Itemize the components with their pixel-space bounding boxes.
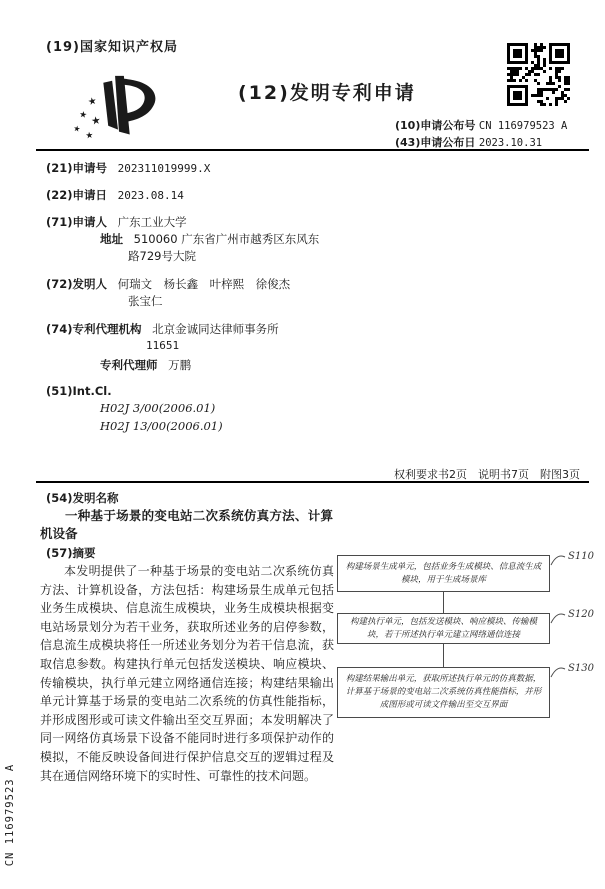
flowchart-step-2-id: S120	[568, 609, 594, 620]
agency-row	[46, 321, 279, 337]
agency-name: 北京金诚同达律师事务所	[152, 322, 279, 336]
agent-name: 万鹏	[168, 358, 192, 372]
int-cl-class2: H02J 13/00(2006.01)	[100, 419, 223, 433]
publication-number-label: (10)申请公布号	[395, 119, 476, 132]
flowchart-step-1-id: S110	[568, 551, 594, 562]
flowchart-step-3: 构建结果输出单元，获取所述执行单元的仿真数据，计算基于场景的变电站二次系统仿真性能指标，并形成图形或可读文件输出至交互界面	[337, 667, 550, 718]
application-date-label: (22)申请日	[46, 188, 108, 202]
publication-number-row	[395, 117, 567, 133]
svg-text:★: ★	[90, 113, 102, 128]
header-divider	[36, 149, 589, 151]
int-cl-label: (51)Int.Cl.	[46, 384, 112, 398]
int-cl-class1: H02J 3/00(2006.01)	[100, 401, 216, 415]
qr-code	[507, 43, 570, 106]
application-date-row	[46, 187, 184, 203]
patent-office-name: (19)国家知识产权局	[46, 40, 178, 55]
publication-date-value: 2023.10.31	[478, 137, 543, 149]
svg-text:★: ★	[85, 130, 94, 142]
publication-date-row	[395, 134, 542, 150]
abstract-flowchart	[330, 548, 602, 733]
application-number-label: (21)申请号	[46, 161, 108, 175]
abstract-text: 本发明提供了一种基于场景的变电站二次系统仿真方法、计算机设备，方法包括：构建场景生成单元包括业务生成模块、信息流生成模块，业务生成模块根据变电站场景划分为若干业务，获取所述业务的启停参数，信息流生成模块将任一所述业务划分为若干信息流，获取信息参数。构建执行单元包括发送模块、响应模块、传输模块，执行单元建立网络通信连接；构建结果输出单元计算基于场景的变电站二次系统的仿真性能指标，并形成图形或可读文件输出至交互界面；本发明解决了同一网络仿真场景下设备不能同时进行多项保护动作的模拟，不能反映设备间进行保护信息交互的逻辑过程及其在通信网络环境下的实时性、可靠性的技术问题。	[40, 564, 334, 783]
applicant-label: (71)申请人	[46, 215, 108, 229]
inventors-label: (72)发明人	[46, 277, 108, 291]
publication-number-value: CN 116979523 A	[478, 120, 568, 132]
applicant-address-row	[100, 231, 319, 247]
application-number-value: 202311019999.X	[117, 162, 211, 175]
svg-text:★: ★	[87, 95, 98, 109]
inventors-row	[46, 276, 290, 292]
address-line1: 510060 广东省广州市越秀区东风东	[133, 232, 320, 246]
svg-text:★: ★	[78, 110, 88, 122]
pages-info: 权利要求书2页 说明书7页 附图3页	[394, 468, 580, 481]
section-divider	[36, 481, 589, 483]
int-cl-row	[46, 384, 119, 398]
agent-row	[100, 357, 191, 373]
address-label: 地址	[100, 232, 123, 246]
svg-text:★: ★	[72, 123, 82, 134]
flowchart-step-3-id: S130	[568, 663, 594, 674]
agency-code: 11651	[146, 339, 180, 352]
applicant-name: 广东工业大学	[117, 215, 187, 229]
document-type-title: (12)发明专利申请	[238, 82, 416, 104]
inventors-line2: 张宝仁	[128, 294, 163, 308]
flowchart-step-1: 构建场景生成单元，包括业务生成模块、信息流生成模块，用于生成场景库	[337, 555, 550, 592]
abstract-section-label: (57)摘要	[46, 546, 96, 560]
applicant-row	[46, 214, 187, 230]
address-line2: 路729号大院	[128, 249, 196, 263]
inventors-line1: 何瑞文 杨长鑫 叶梓熙 徐俊杰	[117, 277, 291, 291]
invention-title: 一种基于场景的变电站二次系统仿真方法、计算机设备	[40, 508, 333, 541]
side-publication-code: CN 116979523 A	[4, 763, 16, 867]
inventors-row2	[128, 293, 163, 309]
cnipa-logo-icon	[58, 70, 178, 158]
agency-label: (74)专利代理机构	[46, 322, 142, 336]
agency-code-row	[146, 338, 179, 352]
flowchart-step-2: 构建执行单元，包括发送模块、响应模块、传输模块，若干所述执行单元建立网络通信连接	[337, 613, 550, 644]
application-date-value: 2023.08.14	[117, 189, 184, 202]
agent-label: 专利代理师	[100, 358, 158, 372]
publication-date-label: (43)申请公布日	[395, 136, 476, 149]
applicant-address-row2	[128, 248, 196, 264]
application-number-row	[46, 160, 210, 176]
title-section-label: (54)发明名称	[46, 491, 119, 505]
